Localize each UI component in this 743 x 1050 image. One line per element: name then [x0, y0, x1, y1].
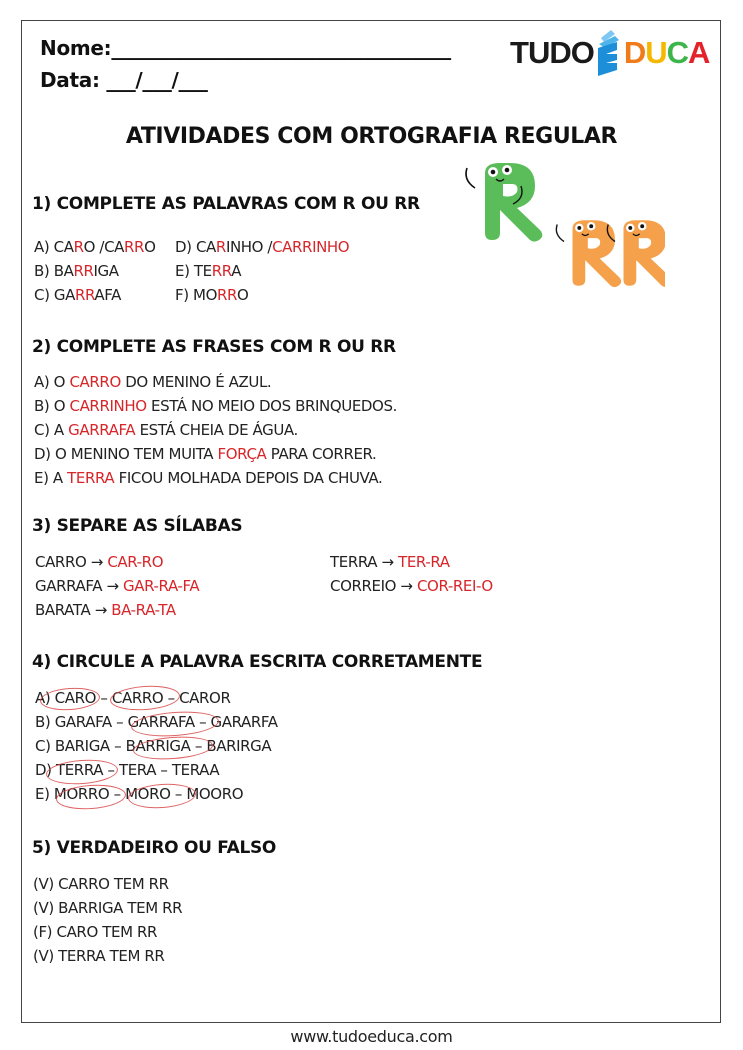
- section-5-heading: 5) VERDADEIRO OU FALSO: [32, 838, 277, 858]
- true-false-item: (V) CARRO TEM RR: [33, 875, 169, 893]
- arrow-right-icon: →: [381, 553, 394, 571]
- tudoeduca-logo: [510, 28, 709, 78]
- text-part: O /CA: [83, 238, 125, 256]
- section-1-heading: 1) COMPLETE AS PALAVRAS COM R OU RR: [32, 194, 420, 214]
- sentence-suffix: FICOU MOLHADA DEPOIS DA CHUVA.: [114, 469, 383, 487]
- text-part: B) BA: [34, 262, 74, 280]
- answer-text: CARRO: [69, 373, 121, 391]
- answer-text: R: [73, 238, 84, 256]
- section-2-item: [34, 421, 298, 439]
- green-r-character-icon: [466, 163, 542, 242]
- section-1-item-c: [34, 286, 121, 304]
- circle-word-item: E) MORRO – MORO – MOORO: [35, 785, 244, 803]
- r-rr-characters-illustration: [455, 158, 665, 288]
- logo-letter: D: [549, 35, 571, 70]
- answer-text: CARRINHO: [272, 238, 350, 256]
- sentence-prefix: B) O: [34, 397, 70, 415]
- answer-text: TER-RA: [398, 553, 450, 571]
- sentence-suffix: DO MENINO É AZUL.: [120, 373, 272, 391]
- arrow-right-icon: →: [90, 553, 103, 571]
- answer-text: GAR-RA-FA: [123, 577, 200, 595]
- circle-word-item: B) GARAFA – GARRAFA – GARARFA: [35, 713, 278, 731]
- answer-text: FORÇA: [217, 445, 267, 463]
- text-part: A) CA: [34, 238, 74, 256]
- answer-text: CAR-RO: [107, 553, 164, 571]
- section-1-item-b: [34, 262, 119, 280]
- text-part: AFA: [94, 286, 121, 304]
- answer-text: COR-REI-O: [416, 577, 493, 595]
- orange-r-character-icon: [556, 220, 621, 287]
- answer-text: RR: [217, 286, 238, 304]
- syllable-item: [35, 601, 176, 619]
- word: GARRAFA: [35, 577, 103, 595]
- book-icon: [595, 30, 623, 76]
- answer-text: RR: [73, 262, 94, 280]
- circle-word-item: C) BARIGA – BARRIGA – BARIRGA: [35, 737, 272, 755]
- section-2-heading: 2) COMPLETE AS FRASES COM R OU RR: [32, 337, 396, 357]
- text-part: D) CA: [175, 238, 216, 256]
- section-1-item-a: [34, 238, 156, 256]
- text-part: IGA: [93, 262, 119, 280]
- sentence-suffix: ESTÁ NO MEIO DOS BRINQUEDOS.: [146, 397, 397, 415]
- section-2-item: [34, 469, 382, 487]
- section-2-item: [34, 445, 376, 463]
- syllable-item: [330, 553, 450, 571]
- syllable-item: [330, 577, 493, 595]
- text-part: F) MO: [175, 286, 217, 304]
- section-1-item-f: [175, 286, 248, 304]
- text-part: O: [144, 238, 156, 256]
- logo-letter: A: [688, 35, 710, 70]
- text-part: C) GA: [34, 286, 75, 304]
- true-false-item: (F) CARO TEM RR: [33, 923, 158, 941]
- logo-letter: D: [623, 35, 646, 70]
- text-part: O: [237, 286, 249, 304]
- sentence-prefix: A) O: [34, 373, 70, 391]
- answer-text: RR: [211, 262, 232, 280]
- sentence-prefix: E) A: [34, 469, 68, 487]
- arrow-right-icon: →: [106, 577, 119, 595]
- section-1-item-d: [175, 238, 349, 256]
- answer-text: GARRAFA: [68, 421, 136, 439]
- arrow-right-icon: →: [400, 577, 413, 595]
- section-2-item: [34, 373, 271, 391]
- text-part: INHO /: [225, 238, 273, 256]
- answer-text: RR: [124, 238, 145, 256]
- arrow-right-icon: →: [94, 601, 107, 619]
- answer-text: R: [215, 238, 226, 256]
- answer-text: CARRINHO: [69, 397, 147, 415]
- section-4-heading: 4) CIRCULE A PALAVRA ESCRITA CORRETAMENTE: [32, 652, 483, 672]
- logo-letter: U: [527, 35, 550, 70]
- logo-letter: T: [510, 35, 528, 70]
- circle-word-item: A) CARO – CARRO – CAROR: [35, 689, 231, 707]
- footer-website-link[interactable]: www.tudoeduca.com: [290, 1027, 453, 1046]
- sentence-prefix: D) O MENINO TEM MUITA: [34, 445, 218, 463]
- word: CARRO: [35, 553, 87, 571]
- syllable-item: [35, 553, 163, 571]
- sentence-suffix: PARA CORRER.: [266, 445, 377, 463]
- sentence-prefix: C) A: [34, 421, 69, 439]
- logo-letter: O: [570, 35, 594, 70]
- answer-text: BA-RA-TA: [111, 601, 176, 619]
- name-field-label: Nome:___________________________________: [40, 36, 451, 60]
- text-part: E) TE: [175, 262, 212, 280]
- section-3-heading: 3) SEPARE AS SÍLABAS: [32, 516, 243, 536]
- word: TERRA: [330, 553, 378, 571]
- sentence-suffix: ESTÁ CHEIA DE ÁGUA.: [135, 421, 298, 439]
- section-1-item-e: [175, 262, 241, 280]
- section-2-item: [34, 397, 397, 415]
- true-false-item: (V) TERRA TEM RR: [33, 947, 165, 965]
- circle-word-item: D) TERRA – TERA – TERAA: [35, 761, 220, 779]
- page-title: ATIVIDADES COM ORTOGRAFIA REGULAR: [125, 124, 618, 149]
- text-part: A: [231, 262, 242, 280]
- word: BARATA: [35, 601, 91, 619]
- true-false-item: (V) BARRIGA TEM RR: [33, 899, 183, 917]
- answer-text: TERRA: [67, 469, 115, 487]
- word: CORREIO: [330, 577, 397, 595]
- logo-letter: U: [645, 35, 667, 70]
- date-field-label: Data: ___/___/___: [40, 68, 208, 92]
- logo-letter: C: [666, 35, 689, 70]
- syllable-item: [35, 577, 199, 595]
- answer-text: RR: [74, 286, 95, 304]
